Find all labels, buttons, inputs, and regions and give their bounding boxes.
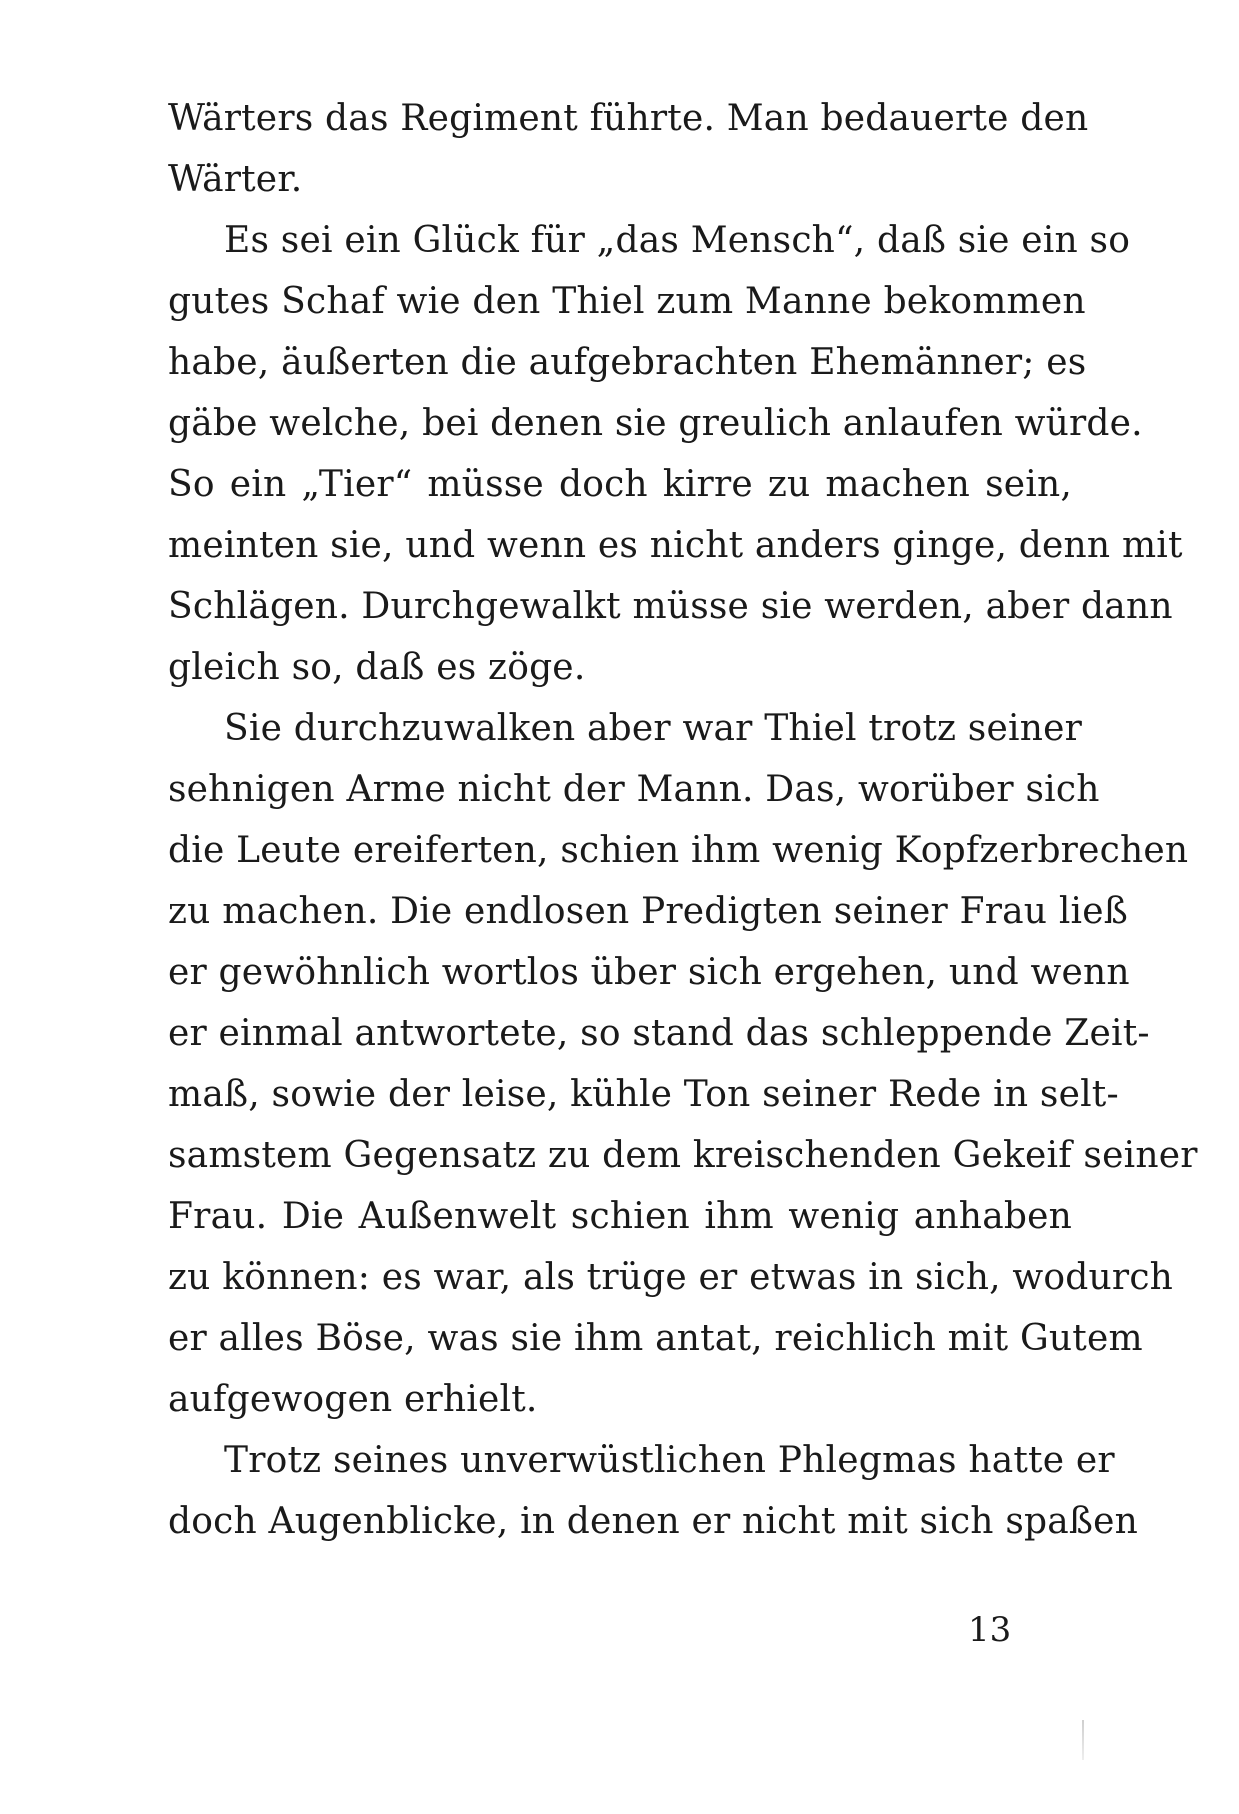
- text-line: maß, sowie der leise, kühle Ton seiner Rede in selt-: [168, 1074, 1119, 1115]
- text-line: Sie durchzuwalken aber war Thiel trotz seiner: [224, 708, 1082, 749]
- text-line: er alles Böse, was sie ihm antat, reichlich mit Gutem: [168, 1318, 1143, 1359]
- text-line: gutes Schaf wie den Thiel zum Manne bekommen: [168, 281, 1086, 322]
- text-line: zu können: es war, als trüge er etwas in sich, wodurch: [168, 1257, 1174, 1298]
- text-line: er einmal antwortete, so stand das schleppende Zeit-: [168, 1013, 1150, 1054]
- text-line: Frau. Die Außenwelt schien ihm wenig anhaben: [168, 1196, 1072, 1237]
- text-line: Es sei ein Glück für „das Mensch“, daß sie ein so: [224, 220, 1131, 261]
- text-line: Wärter.: [168, 159, 303, 200]
- text-line: samstem Gegensatz zu dem kreischenden Gekeif seiner: [168, 1135, 1198, 1176]
- text-line: habe, äußerten die aufgebrachten Ehemänner; es: [168, 342, 1087, 383]
- text-line: Schlägen. Durchgewalkt müsse sie werden, aber dann: [168, 586, 1173, 627]
- page-edge-mark: [1082, 1720, 1084, 1760]
- text-line: gleich so, daß es zöge.: [168, 647, 586, 688]
- text-line: meinten sie, und wenn es nicht anders ginge, denn mit: [168, 525, 1183, 566]
- text-line: gäbe welche, bei denen sie greulich anlaufen würde.: [168, 403, 1143, 444]
- text-line: sehnigen Arme nicht der Mann. Das, worüber sich: [168, 769, 1100, 810]
- body-text: [168, 88, 1198, 1552]
- text-line: aufgewogen erhielt.: [168, 1379, 538, 1420]
- text-line: Wärters das Regiment führte. Man bedauerte den: [168, 98, 1089, 139]
- text-line: doch Augenblicke, in denen er nicht mit sich spaßen: [168, 1501, 1139, 1542]
- text-line: die Leute ereiferten, schien ihm wenig Kopfzerbrechen: [168, 830, 1189, 871]
- text-line: zu machen. Die endlosen Predigten seiner Frau ließ: [168, 891, 1129, 932]
- text-line: Trotz seines unverwüstlichen Phlegmas hatte er: [224, 1440, 1115, 1481]
- text-line: So ein „Tier“ müsse doch kirre zu machen sein,: [168, 464, 1072, 505]
- page-number: 13: [968, 1610, 1012, 1650]
- text-line: er gewöhnlich wortlos über sich ergehen, und wenn: [168, 952, 1130, 993]
